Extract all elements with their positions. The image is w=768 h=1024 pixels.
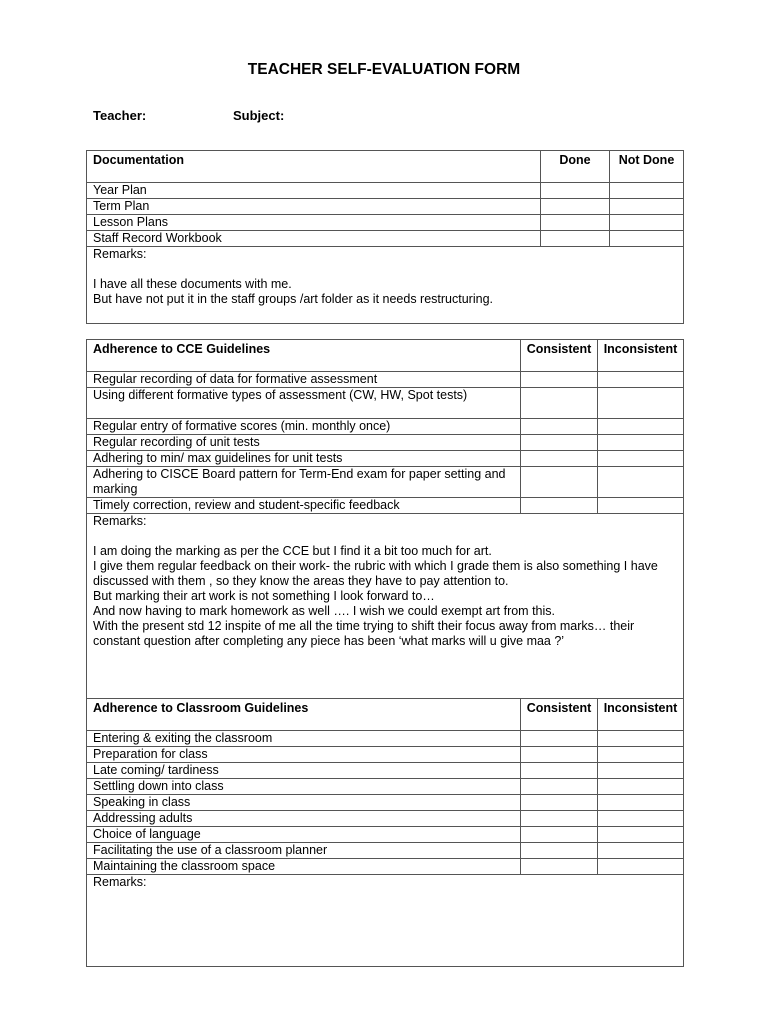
inconsistent-cell[interactable] (598, 843, 684, 859)
classroom-item: Settling down into class (87, 779, 521, 795)
consistent-header: Consistent (521, 699, 598, 731)
classroom-item: Late coming/ tardiness (87, 763, 521, 779)
consistent-cell[interactable] (521, 419, 598, 435)
done-cell[interactable] (541, 199, 610, 215)
consistent-cell[interactable] (521, 372, 598, 388)
inconsistent-cell[interactable] (598, 763, 684, 779)
remark-line: But marking their art work is not something I look forward to… (93, 589, 435, 603)
cce-item: Adhering to CISCE Board pattern for Term-End exam for paper setting and marking (87, 467, 521, 498)
cce-item: Timely correction, review and student-specific feedback (87, 498, 521, 514)
consistent-cell[interactable] (521, 435, 598, 451)
form-title: TEACHER SELF-EVALUATION FORM (247, 61, 521, 78)
remark-line: I am doing the marking as per the CCE but I find it a bit too much for art. (93, 544, 492, 558)
classroom-item: Maintaining the classroom space (87, 859, 521, 875)
remark-line: But have not put it in the staff groups /art folder as it needs restructuring. (93, 292, 493, 306)
consistent-cell[interactable] (521, 859, 598, 875)
consistent-header: Consistent (521, 340, 598, 372)
not-done-header: Not Done (610, 151, 684, 183)
classroom-item: Preparation for class (87, 747, 521, 763)
consistent-cell[interactable] (521, 763, 598, 779)
inconsistent-cell[interactable] (598, 419, 684, 435)
cce-item: Regular recording of data for formative assessment (87, 372, 521, 388)
documentation-header: Documentation (87, 151, 541, 183)
done-cell[interactable] (541, 215, 610, 231)
consistent-cell[interactable] (521, 795, 598, 811)
subject-label: Subject: (233, 108, 285, 123)
cce-guidelines-table (86, 339, 684, 967)
teacher-label: Teacher: (93, 108, 147, 123)
documentation-item: Term Plan (87, 199, 541, 215)
not-done-cell[interactable] (610, 231, 684, 247)
classroom-header: Adherence to Classroom Guidelines (87, 699, 521, 731)
inconsistent-cell[interactable] (598, 859, 684, 875)
inconsistent-cell[interactable] (598, 498, 684, 514)
cce-remarks[interactable] (87, 514, 684, 699)
remark-line: With the present std 12 inspite of me all the time trying to shift their focus away from marks… their constant question after completing any piece has been ‘what marks will u give maa ?’ (93, 619, 635, 648)
cce-item: Adhering to min/ max guidelines for unit tests (87, 451, 521, 467)
inconsistent-header: Inconsistent (598, 699, 684, 731)
classroom-remarks[interactable] (87, 875, 684, 967)
documentation-item: Year Plan (87, 183, 541, 199)
inconsistent-cell[interactable] (598, 372, 684, 388)
classroom-item: Choice of language (87, 827, 521, 843)
not-done-cell[interactable] (610, 199, 684, 215)
inconsistent-cell[interactable] (598, 827, 684, 843)
classroom-item: Addressing adults (87, 811, 521, 827)
remark-line: I give them regular feedback on their work- the rubric with which I grade them is also something I have discussed with them , so they know the areas they have to pay attention to. (93, 559, 658, 588)
classroom-item: Entering & exiting the classroom (87, 731, 521, 747)
done-header: Done (541, 151, 610, 183)
cce-item: Using different formative types of assessment (CW, HW, Spot tests) (87, 388, 521, 419)
consistent-cell[interactable] (521, 827, 598, 843)
classroom-item: Speaking in class (87, 795, 521, 811)
classroom-item: Facilitating the use of a classroom planner (87, 843, 521, 859)
consistent-cell[interactable] (521, 467, 598, 498)
not-done-cell[interactable] (610, 215, 684, 231)
inconsistent-cell[interactable] (598, 811, 684, 827)
inconsistent-cell[interactable] (598, 795, 684, 811)
done-cell[interactable] (541, 183, 610, 199)
remark-line: I have all these documents with me. (93, 277, 292, 291)
remarks-label: Remarks: (93, 514, 147, 528)
consistent-cell[interactable] (521, 747, 598, 763)
cce-item: Regular entry of formative scores (min. monthly once) (87, 419, 521, 435)
inconsistent-cell[interactable] (598, 467, 684, 498)
cce-header: Adherence to CCE Guidelines (87, 340, 521, 372)
inconsistent-cell[interactable] (598, 388, 684, 419)
documentation-remarks[interactable] (87, 247, 684, 324)
inconsistent-cell[interactable] (598, 435, 684, 451)
not-done-cell[interactable] (610, 183, 684, 199)
inconsistent-cell[interactable] (598, 779, 684, 795)
consistent-cell[interactable] (521, 811, 598, 827)
consistent-cell[interactable] (521, 388, 598, 419)
consistent-cell[interactable] (521, 498, 598, 514)
inconsistent-header: Inconsistent (598, 340, 684, 372)
documentation-item: Staff Record Workbook (87, 231, 541, 247)
inconsistent-cell[interactable] (598, 731, 684, 747)
done-cell[interactable] (541, 231, 610, 247)
consistent-cell[interactable] (521, 451, 598, 467)
documentation-table (86, 150, 684, 324)
remarks-label: Remarks: (93, 247, 147, 261)
consistent-cell[interactable] (521, 731, 598, 747)
consistent-cell[interactable] (521, 843, 598, 859)
inconsistent-cell[interactable] (598, 451, 684, 467)
documentation-item: Lesson Plans (87, 215, 541, 231)
remark-line: And now having to mark homework as well …. I wish we could exempt art from this. (93, 604, 555, 618)
consistent-cell[interactable] (521, 779, 598, 795)
inconsistent-cell[interactable] (598, 747, 684, 763)
remarks-label: Remarks: (93, 875, 147, 889)
cce-item: Regular recording of unit tests (87, 435, 521, 451)
